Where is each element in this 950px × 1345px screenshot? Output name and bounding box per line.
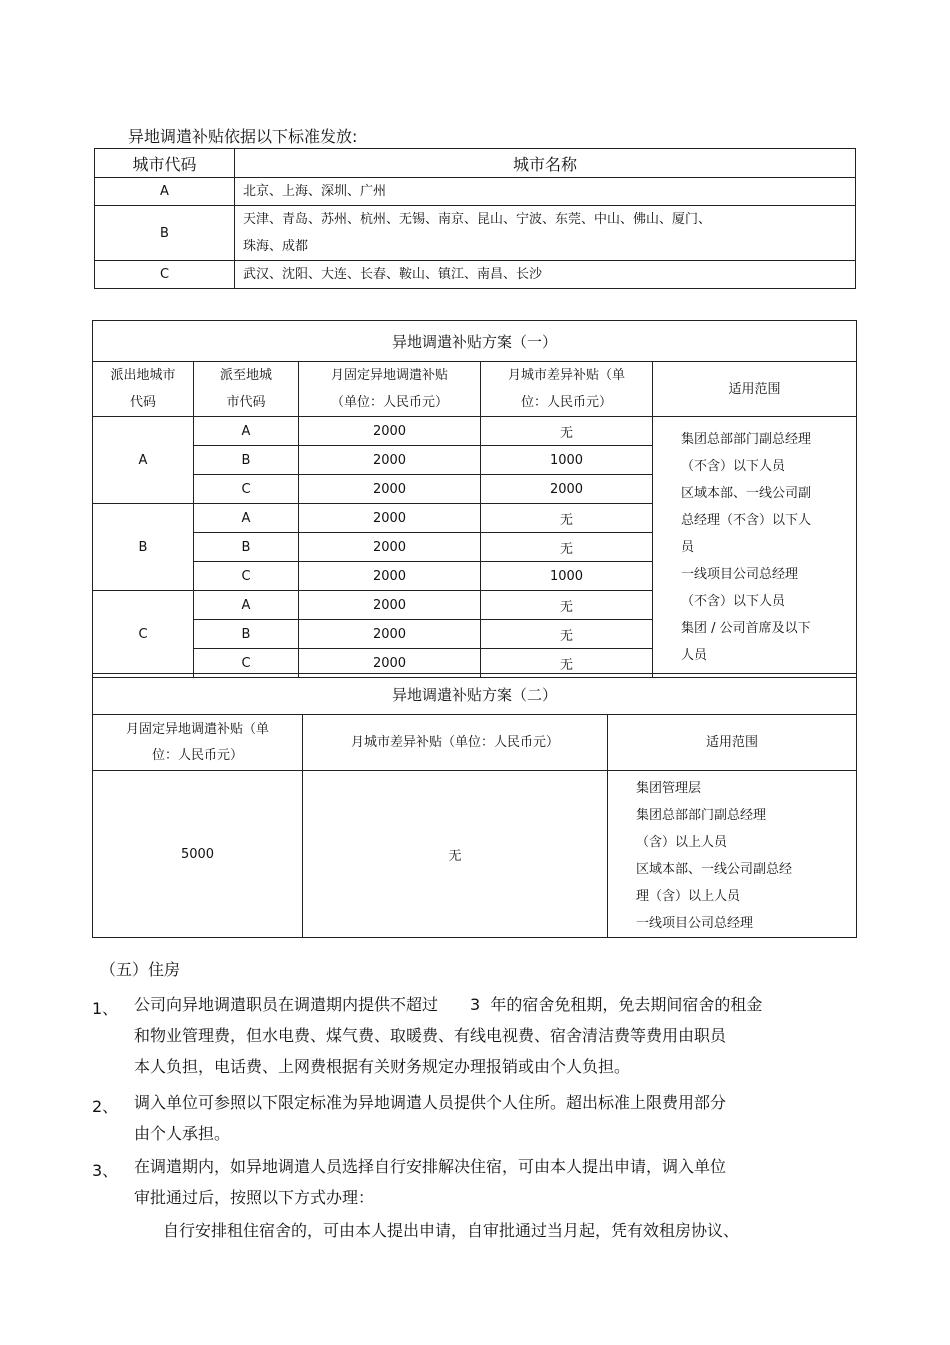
city-names: 北京、上海、深圳、广州	[235, 178, 856, 206]
fixed-value: 2000	[299, 475, 481, 504]
to-code: A	[194, 504, 299, 533]
fixed-value: 2000	[299, 504, 481, 533]
item-text: 在调遣期内，如异地调遣人员选择自行安排解决住宿，可由本人提出申请，调入单位 审批通过后，按照以下方式办理：	[134, 1157, 727, 1207]
city-names: 武汉、沈阳、大连、长春、鞍山、镇江、南昌、长沙	[235, 261, 856, 289]
diff-value: 1000	[481, 562, 653, 591]
scope-cell: 集团总部部门副总经理 （不含）以下人员 区域本部、一线公司副 总经理（不含）以下人 员 一线项目公司总经理 （不含）以下人员 集团 / 公司首席及以下 人员	[653, 417, 857, 678]
from-code: B	[93, 504, 194, 591]
scope-header: 适用范围	[608, 715, 857, 771]
plan-two-title: 异地调遣补贴方案（二）	[93, 674, 857, 715]
plan-one-table	[92, 320, 857, 678]
scope-header: 适用范围	[653, 362, 857, 417]
city-code: C	[95, 261, 235, 289]
item-number: 3、	[92, 1161, 119, 1180]
to-code: A	[194, 591, 299, 620]
city-code: B	[95, 206, 235, 261]
diff-value: 2000	[481, 475, 653, 504]
to-code: B	[194, 446, 299, 475]
diff-subsidy-header: 月城市差异补贴（单位：人民币元）	[303, 715, 608, 771]
diff-value: 无	[481, 591, 653, 620]
diff-value: 无	[481, 417, 653, 446]
plan-one-title: 异地调遣补贴方案（一）	[93, 321, 857, 362]
diff-value: 无	[481, 533, 653, 562]
to-code: C	[194, 475, 299, 504]
table-row	[93, 417, 857, 446]
diff-value: 无	[481, 649, 653, 678]
section-heading: （五）住房	[100, 960, 181, 979]
table-row	[95, 178, 856, 206]
item-number: 1、	[92, 999, 119, 1018]
item-number: 2、	[92, 1097, 119, 1116]
to-code: C	[194, 649, 299, 678]
diff-subsidy-header: 月城市差异补贴（单 位：人民币元）	[481, 362, 653, 417]
to-code: C	[194, 562, 299, 591]
diff-value: 无	[481, 620, 653, 649]
diff-value: 无	[303, 771, 608, 938]
table-row	[95, 261, 856, 289]
fixed-value: 2000	[299, 620, 481, 649]
plan-two-table	[92, 673, 857, 938]
fixed-value: 2000	[299, 417, 481, 446]
table-row	[95, 206, 856, 261]
table-row	[93, 771, 857, 938]
from-code: A	[93, 417, 194, 504]
city-code-table	[94, 148, 856, 289]
to-code: A	[194, 417, 299, 446]
to-code-header: 派至地城 市代码	[194, 362, 299, 417]
item-text: 公司向异地调遣职员在调遣期内提供不超过 3 年的宿舍免租期，免去期间宿舍的租金 和物业管理费，但水电费、煤气费、取暖费、有线电视费、宿舍清洁费等费用由职员 本人负担，电话费、上网费根据有关财务规定办理报销或由个人负担。	[134, 995, 763, 1076]
fixed-value: 2000	[299, 533, 481, 562]
to-code: B	[194, 533, 299, 562]
fixed-value: 2000	[299, 591, 481, 620]
to-code: B	[194, 620, 299, 649]
fixed-value: 2000	[299, 649, 481, 678]
fixed-value: 2000	[299, 446, 481, 475]
fixed-value: 5000	[93, 771, 303, 938]
intro-text: 异地调遣补贴依据以下标准发放:	[128, 127, 358, 146]
fixed-subsidy-header: 月固定异地调遣补贴（单 位：人民币元）	[93, 715, 303, 771]
city-names: 天津、青岛、苏州、杭州、无锡、南京、昆山、宁波、东莞、中山、佛山、厦门、 珠海、成都	[235, 206, 856, 261]
paragraph: 自行安排租住宿舍的，可由本人提出申请，自审批通过当月起，凭有效租房协议、	[163, 1221, 740, 1240]
item-text: 调入单位可参照以下限定标准为异地调遣人员提供个人住所。超出标准上限费用部分 由个人承担。	[134, 1093, 727, 1143]
fixed-value: 2000	[299, 562, 481, 591]
fixed-subsidy-header: 月固定异地调遣补贴 （单位：人民币元）	[299, 362, 481, 417]
city-name-header: 城市名称	[235, 149, 856, 178]
scope-cell: 集团管理层 集团总部部门副总经理 （含）以上人员 区域本部、一线公司副总经 理（含）以上人员 一线项目公司总经理	[608, 771, 857, 938]
diff-value: 1000	[481, 446, 653, 475]
city-code-header: 城市代码	[95, 149, 235, 178]
diff-value: 无	[481, 504, 653, 533]
from-code: C	[93, 591, 194, 678]
city-code: A	[95, 178, 235, 206]
from-code-header: 派出地城市 代码	[93, 362, 194, 417]
